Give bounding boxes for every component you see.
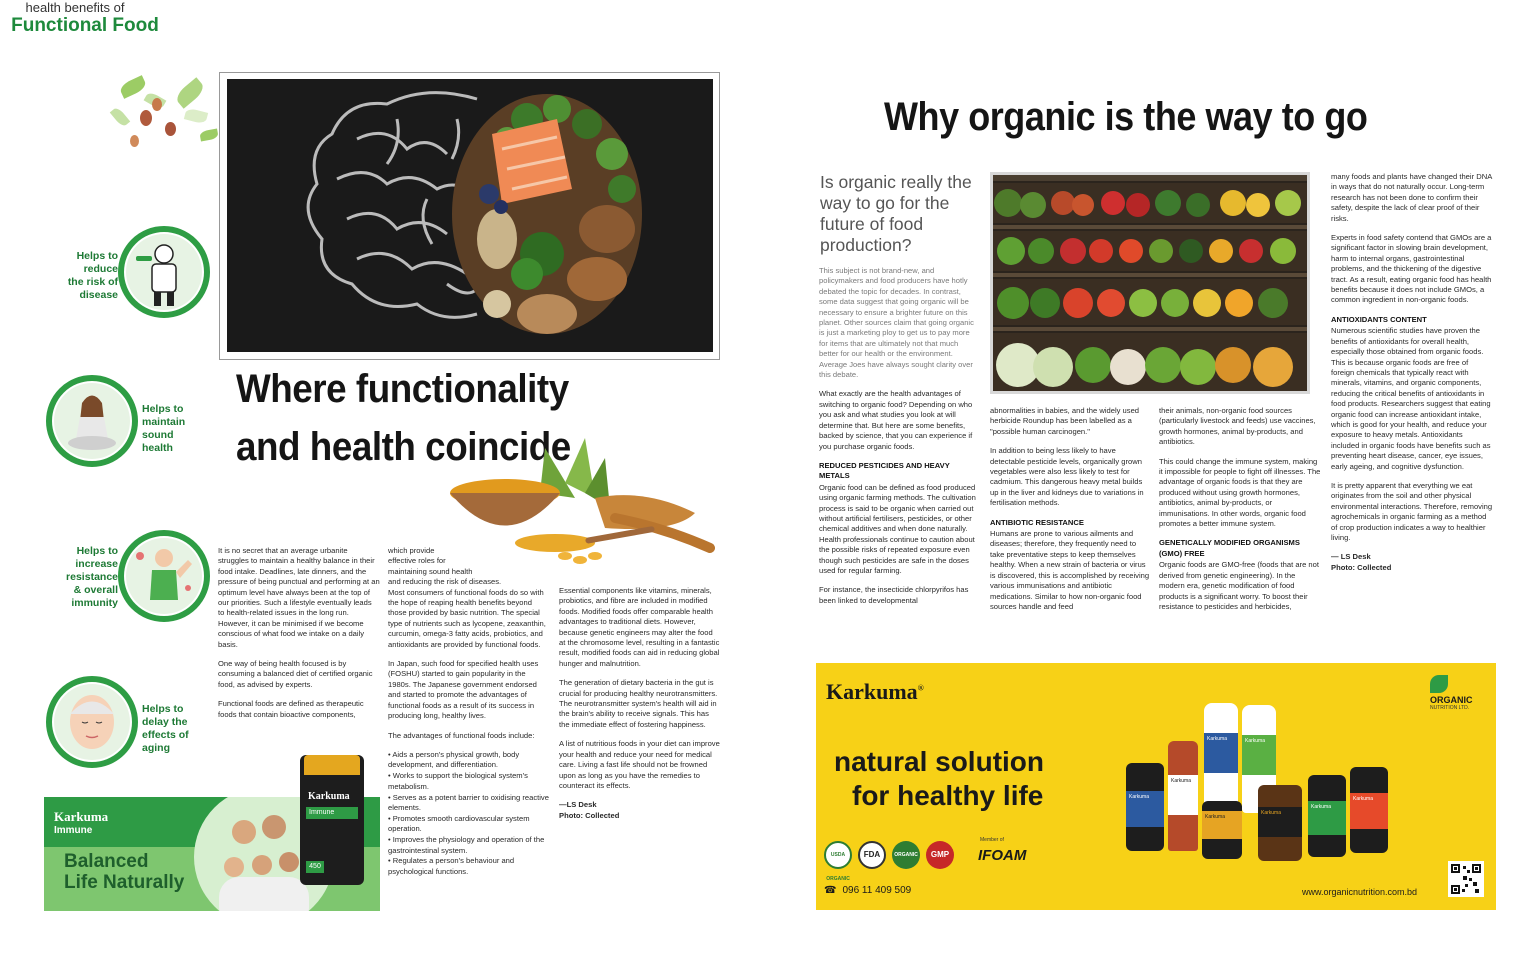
benefit-1-label: Helps to reduce the risk of disease	[67, 250, 118, 301]
photo-credit: Photo: Collected	[559, 810, 620, 820]
ad-tagline-line1: Balanced	[64, 851, 149, 872]
organic-badge: ORGANIC	[892, 841, 920, 869]
photo-credit: Photo: Collected	[1331, 562, 1392, 572]
ad-brand-mark: ®	[917, 683, 924, 693]
bottle-label: Karkuma	[1204, 733, 1238, 773]
left-article-col-3	[559, 586, 721, 821]
vegetable-market-image	[990, 172, 1310, 394]
left-headline: Where functionality and health coincide	[236, 367, 571, 469]
list-item: • Aids a person's physical growth, body development, and differentiation.	[388, 750, 550, 771]
advantages-list	[388, 750, 550, 877]
bottle-label: Karkuma	[1242, 735, 1276, 775]
usda-badge: USDA ORGANIC	[824, 841, 852, 869]
paragraph: A list of nutritious foods in your diet can improve your health and reduce your need for medical care. Living a fast life should not be frowned upon as long as you have the remedies to counteract its effects.	[559, 739, 720, 790]
paragraph: Essential components like vitamins, minerals, probiotics, and fibre are included in modified foods. Modified foods offer comparable health advantages to traditional diets. However, because genetic engineers may alter the food at the chromosome level, resulting in a fantastic result, modified foods can aid in reducing global hunger and malnutrition.	[559, 586, 720, 668]
ad-phone[interactable]	[824, 885, 911, 896]
paragraph: Numerous scientific studies have proven the benefits of antioxidants for overall health, especially those obtained from organic foods. This is because organic foods are free of foreign chemicals that typically react with minerals, vitamins, and organic components, reducing the critical benefits of antioxidants in food products. Researchers suggest that eating organic food can increase antioxidant intake, which is good for your health, and reduce your exposure to heavy metals. Antioxidants included in organic foods have benefits such as preventing heart disease, cancer, eye issues, early ageing, and cognitive dysfunction.	[1331, 326, 1491, 471]
left-article-col-1	[218, 546, 380, 729]
sidebar-title: Functional Food	[11, 15, 159, 36]
left-article-col-2	[388, 546, 550, 878]
ifoam-logo: IFOAM	[978, 847, 1027, 864]
hero-image-brain-food	[227, 79, 713, 352]
phone-icon: ☎	[824, 885, 837, 896]
intro-paragraph: This subject is not brand-new, and policymakers and food producers have hotly debated the topic for decades. In contrast, some data suggest that going organic will be necessary to ensure a brighter future on this planet. Other sources claim that going organic is just a marketing ploy to get us to pay more for items that are ultimately not that much better for our health or the environment. Average Joes have always sought clarity over this debate.	[819, 266, 974, 380]
jar-label: Karkuma	[1126, 791, 1164, 827]
logo-name: ORGANIC	[1430, 695, 1473, 705]
paragraph: This could change the immune system, making it impossible for people to fight off illnesses. The advantage of organic foods is that they are produced without using growth hormones, antibiotics, animal by-products, or immunisations. In other words, organic food promotes a better immune system.	[1159, 456, 1321, 529]
jar-label: Karkuma	[1202, 811, 1242, 839]
list-item: • Serves as a potent barrier to oxidising reactive elements.	[388, 793, 550, 814]
organic-nutrition-logo	[1416, 675, 1488, 711]
ad-subbrand: Immune	[54, 825, 93, 836]
jar	[1202, 801, 1242, 859]
benefit-3-label: Helps to increase resistance & overall immunity	[66, 545, 118, 609]
jar-count: 450	[306, 861, 324, 873]
section-heading: GENETICALLY MODIFIED ORGANISMS (GMO) FREE	[1159, 538, 1300, 558]
list-item: • Regulates a person's behaviour and psychological functions.	[388, 856, 550, 877]
paragraph: The generation of dietary bacteria in the gut is crucial for producing healthy neurotransmitters. The neurotransmitter system's health will aid in the brain's ability to receive signals. This has the immediate effect of fostering happiness.	[559, 678, 718, 729]
gmp-badge: GMP	[926, 841, 954, 869]
jar	[1258, 785, 1302, 861]
certification-badges	[824, 841, 954, 882]
bottle	[1204, 703, 1238, 813]
section-heading: REDUCED PESTICIDES AND HEAVY METALS	[819, 460, 950, 481]
paragraph: What exactly are the health advantages of switching to organic food? Depending on who you ask and what studies you look at will determine that. But here are some benefits, backed by science, that you can experience if you purchase organic foods.	[819, 389, 973, 451]
list-item: • Improves the physiology and operation of the gastrointestinal system.	[388, 835, 550, 856]
ad-tagline-line2: Life Naturally	[64, 872, 185, 893]
right-article-col-1	[819, 266, 979, 615]
paragraph: Experts in food safety contend that GMOs are a significant factor in slowing brain development, harm to internal organs, gastrointestinal problems, and the thickening of the digestive tract. As a result, eating organic food has health benefits because it does not include GMOs, a common ingredient in non-organic foods.	[1331, 233, 1492, 305]
list-item: • Promotes smooth cardiovascular system operation.	[388, 814, 550, 835]
logo-sub: NUTRITION LTD.	[1430, 705, 1470, 711]
byline: —LS Desk	[559, 800, 597, 810]
ad-tagline	[834, 745, 1044, 813]
face-mask-icon	[54, 684, 130, 760]
paragraph: It is no secret that an average urbanite struggles to maintain a healthy balance in their food intake. Deadlines, late dinners, and the pressure of being punctual and performing at an optimum level have always been at the top of our priorities. Such a lifestyle eventually leads to health-related issues in the long run. However, it can be minimised if we become conscious of what food we intake on a daily basis.	[218, 546, 380, 649]
meditation-icon	[54, 383, 130, 459]
ad-tagline-line2: for healthy life	[852, 780, 1044, 811]
organic-nutrition-ad[interactable]	[816, 663, 1496, 910]
ad-website[interactable]: www.organicnutrition.com.bd	[1302, 887, 1418, 897]
bottle	[1168, 741, 1198, 851]
doctor-icon	[126, 234, 202, 310]
sidebar-subtitle: health benefits of	[25, 0, 125, 15]
jar-label: Karkuma	[1258, 807, 1302, 837]
list-item: • Works to support the biological system's metabolism.	[388, 771, 550, 792]
ad-brand: Karkuma	[54, 809, 109, 824]
paragraph: For instance, the insecticide chlorpyrifos has been linked to developmental	[819, 585, 969, 605]
paragraph: One way of being health focused is by consuming a balanced diet of certified organic food, as advised by experts.	[218, 659, 373, 689]
bottle-label: Karkuma	[1168, 775, 1198, 815]
ad-brand-name: Karkuma	[826, 679, 918, 704]
qr-code-icon[interactable]	[1448, 861, 1484, 897]
jar	[1350, 767, 1388, 853]
benefit-2-label: Helps to maintain sound health	[142, 403, 186, 454]
paragraph: In Japan, such food for specified health uses (FOSHU) started to gain popularity in the 1980s. The Japanese government endorsed and started to promote the advantages of functional foods as a result of its success in producing long, healthy lives.	[388, 659, 539, 721]
paragraph: their animals, non-organic food sources (particularly livestock and feeds) use vaccines, growth hormones, animal by-products, and antibiotics.	[1159, 406, 1316, 447]
right-headline: Why organic is the way to go	[884, 95, 1368, 139]
dek: Is organic really the way to go for the future of food production?	[820, 172, 972, 255]
ifoam-label: Member of	[980, 837, 1004, 843]
paragraph: In addition to being less likely to have detectable pesticide levels, organically grown vegetables were also less likely to test for cadmium. This dangerous heavy metal builds up in the liver and kidneys due to variations in fertilisation methods.	[990, 446, 1144, 508]
section-heading: ANTIOXIDANTS CONTENT	[1331, 314, 1427, 324]
leaf-icon	[1430, 675, 1448, 693]
fda-badge: FDA	[858, 841, 886, 869]
ad-tagline	[64, 851, 184, 893]
jar-label: Karkuma	[1308, 801, 1346, 835]
immune-jar	[300, 755, 364, 885]
paragraph: The advantages of functional foods include:	[388, 730, 535, 740]
section-heading: ANTIBIOTIC RESISTANCE	[990, 517, 1084, 527]
paragraph: abnormalities in babies, and the widely used herbicide Roundup has been labelled as a "possible human carcinogen."	[990, 406, 1140, 436]
paragraph: It is pretty apparent that everything we eat originates from the soil and other physical environmental interactions. Therefore, removing agrochemicals in organic farming as a method of crop production indicates a way to healthier living.	[1331, 480, 1493, 542]
paragraph: which provide effective roles for maintaining sound health and reducing the risk of diseases.	[388, 546, 502, 587]
right-article-col-3	[1159, 406, 1321, 621]
right-article-col-4	[1331, 172, 1493, 573]
ad-brand	[826, 679, 924, 705]
byline: — LS Desk	[1331, 552, 1371, 562]
jar	[1126, 763, 1164, 851]
paragraph: Organic foods are GMO-free (foods that are not derived from genetic engineering). In the modern era, genetic modification of food products is a significant worry. To boost their resistance to pesticides and herbicides,	[1159, 560, 1319, 611]
paragraph: Organic food can be defined as food produced using organic farming methods. The cultivation process is said to be organic when carried out without artificial fertilisers, pesticides, or other chemical additives and when done naturally. Health professionals continue to caution about the possible risks of repeated exposure even though such pesticides are safe in the doses used for regular farming.	[819, 482, 976, 575]
ad-phone-number: 096 11 409 509	[842, 885, 912, 896]
jar-brand: Karkuma	[308, 791, 350, 802]
strong-man-icon	[126, 538, 202, 614]
paragraph: Functional foods are defined as therapeutic foods that contain bioactive components,	[218, 699, 364, 719]
ad-tagline-line1: natural solution	[834, 746, 1044, 777]
paragraph: Most consumers of functional foods do so with the hope of reaping health benefits beyond those provided by basic nutrition. The special type of nutrients such as lycopene, zeaxanthin, curcumin, omega-3 fatty acids, probiotics, and antioxidants are provided by functional foods.	[388, 587, 546, 649]
right-article-col-2	[990, 406, 1150, 621]
jar-label: Karkuma	[1350, 793, 1388, 829]
paragraph: many foods and plants have changed their DNA in ways that do not naturally occur. Long-term research has not been done to confirm their safety, despite the lack of clear proof of their risks.	[1331, 172, 1492, 223]
jar-label: Immune	[306, 807, 358, 819]
benefit-4-label: Helps to delay the effects of aging	[142, 703, 189, 754]
jar	[1308, 775, 1346, 857]
paragraph: Humans are prone to various ailments and diseases; therefore, they frequently need to take preventative steps to keep themselves healthy. When a new strain of bacteria or virus is discovered, this is accomplished by receiving various immunisations and antibiotic medications. Similar to how non-organic food sources handle and feed	[990, 529, 1150, 611]
